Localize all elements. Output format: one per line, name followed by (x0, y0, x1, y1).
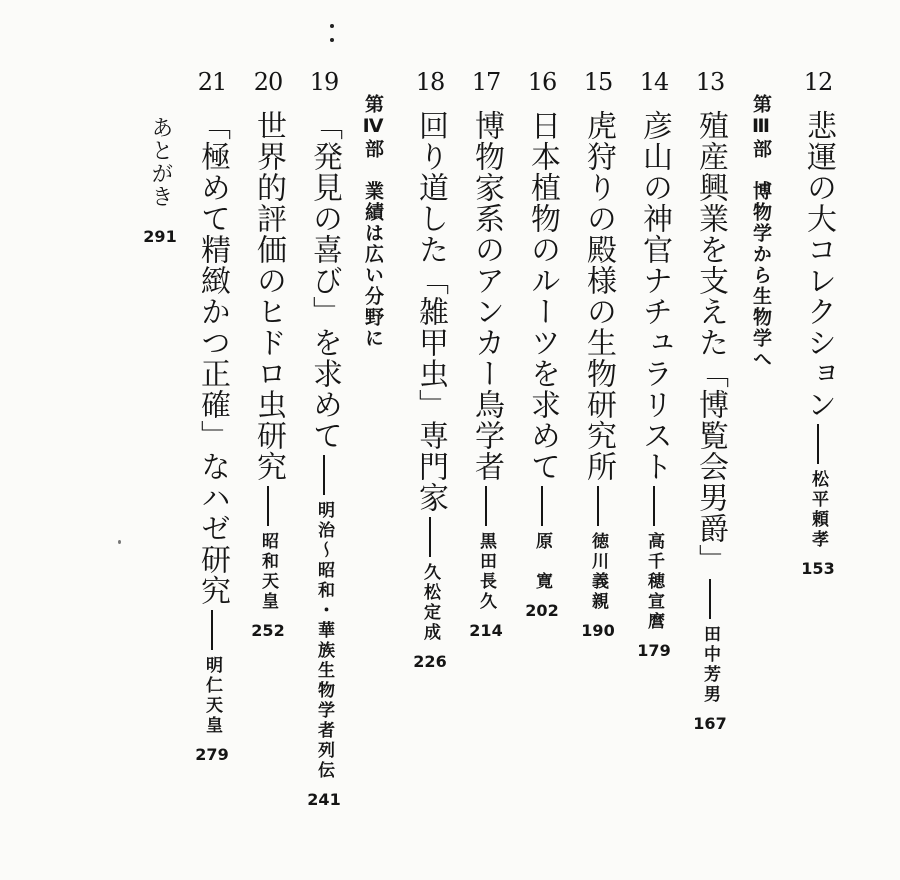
toc-afterword[interactable] (140, 116, 180, 246)
part-title: 第Ⅳ部 業績は広い分野に (362, 94, 384, 349)
entry-dash (597, 486, 599, 526)
entry-title: 殖産興業を支えた「博覧会男爵」 (693, 110, 728, 575)
entry-page: 153 (801, 559, 835, 578)
toc-entry-13[interactable] (688, 70, 732, 733)
entry-number: 16 (527, 68, 557, 96)
entry-number: 18 (415, 68, 445, 96)
entry-dash (653, 486, 655, 526)
entry-page: 179 (637, 641, 671, 660)
entry-title: 虎狩りの殿様の生物研究所 (581, 110, 616, 482)
entry-number: 12 (803, 68, 833, 96)
entry-number: 21 (197, 68, 227, 96)
part-heading-4 (356, 94, 390, 349)
entry-author: 高千穂宣麿 (644, 532, 664, 632)
toc-entry-15[interactable] (576, 70, 620, 640)
entry-page: 226 (413, 652, 447, 671)
entry-author: 明仁天皇 (202, 656, 222, 736)
entry-title: 博物家系のアンカー鳥学者 (469, 110, 504, 482)
entry-title: 日本植物のルーツを求めて (525, 110, 560, 482)
entry-author: 昭和天皇 (258, 532, 278, 612)
entry-title: 世界的評価のヒドロ虫研究 (251, 110, 286, 482)
entry-author: 久松定成 (420, 563, 440, 643)
entry-dash (817, 424, 819, 464)
entry-title: 彦山の神官ナチュラリスト (637, 110, 672, 482)
entry-page: 202 (525, 601, 559, 620)
toc-entry-16[interactable] (520, 70, 564, 620)
toc-entry-21[interactable] (190, 70, 234, 764)
entry-number: 14 (639, 68, 669, 96)
entry-number: 19 (309, 68, 339, 96)
colon-mark (330, 24, 334, 44)
entry-dash (429, 517, 431, 557)
toc-entry-12[interactable] (796, 70, 840, 578)
entry-page: 279 (195, 745, 229, 764)
part-heading-3 (744, 94, 778, 370)
entry-dash (267, 486, 269, 526)
entry-number: 15 (583, 68, 613, 96)
entry-page: 252 (251, 621, 285, 640)
entry-number: 20 (253, 68, 283, 96)
entry-title: 悲運の大コレクション (801, 110, 836, 420)
entry-number: 13 (695, 68, 725, 96)
entry-author: 田中芳男 (700, 625, 720, 705)
entry-dash (541, 486, 543, 526)
entry-page: 214 (469, 621, 503, 640)
entry-dash (709, 579, 711, 619)
entry-page: 241 (307, 790, 341, 809)
entry-page: 167 (693, 714, 727, 733)
entry-page: 190 (581, 621, 615, 640)
entry-author: 明治～昭和・華族生物学者列伝 (314, 501, 334, 781)
toc-entry-20[interactable] (246, 70, 290, 640)
entry-dash (211, 610, 213, 650)
toc-entry-18[interactable] (408, 70, 452, 671)
toc-entry-14[interactable] (632, 70, 676, 660)
entry-dash (323, 455, 325, 495)
entry-author: 黒田長久 (476, 532, 496, 612)
entry-author: 原 寛 (532, 532, 552, 592)
toc-entry-17[interactable] (464, 70, 508, 640)
paper-speck (118, 540, 121, 544)
entry-number: 17 (471, 68, 501, 96)
entry-title: 回り道した「雑甲虫」専門家 (413, 110, 448, 513)
toc-entry-19[interactable] (302, 70, 346, 809)
afterword-page: 291 (143, 227, 177, 246)
entry-title: 「発見の喜び」を求めて (307, 110, 342, 451)
entry-author: 松平頼孝 (808, 470, 828, 550)
entry-dash (485, 486, 487, 526)
part-title: 第Ⅲ部 博物学から生物学へ (750, 94, 772, 370)
afterword-title: あとがき (148, 116, 173, 208)
entry-author: 徳川義親 (588, 532, 608, 612)
entry-title: 「極めて精緻かつ正確」なハゼ研究 (195, 110, 230, 606)
